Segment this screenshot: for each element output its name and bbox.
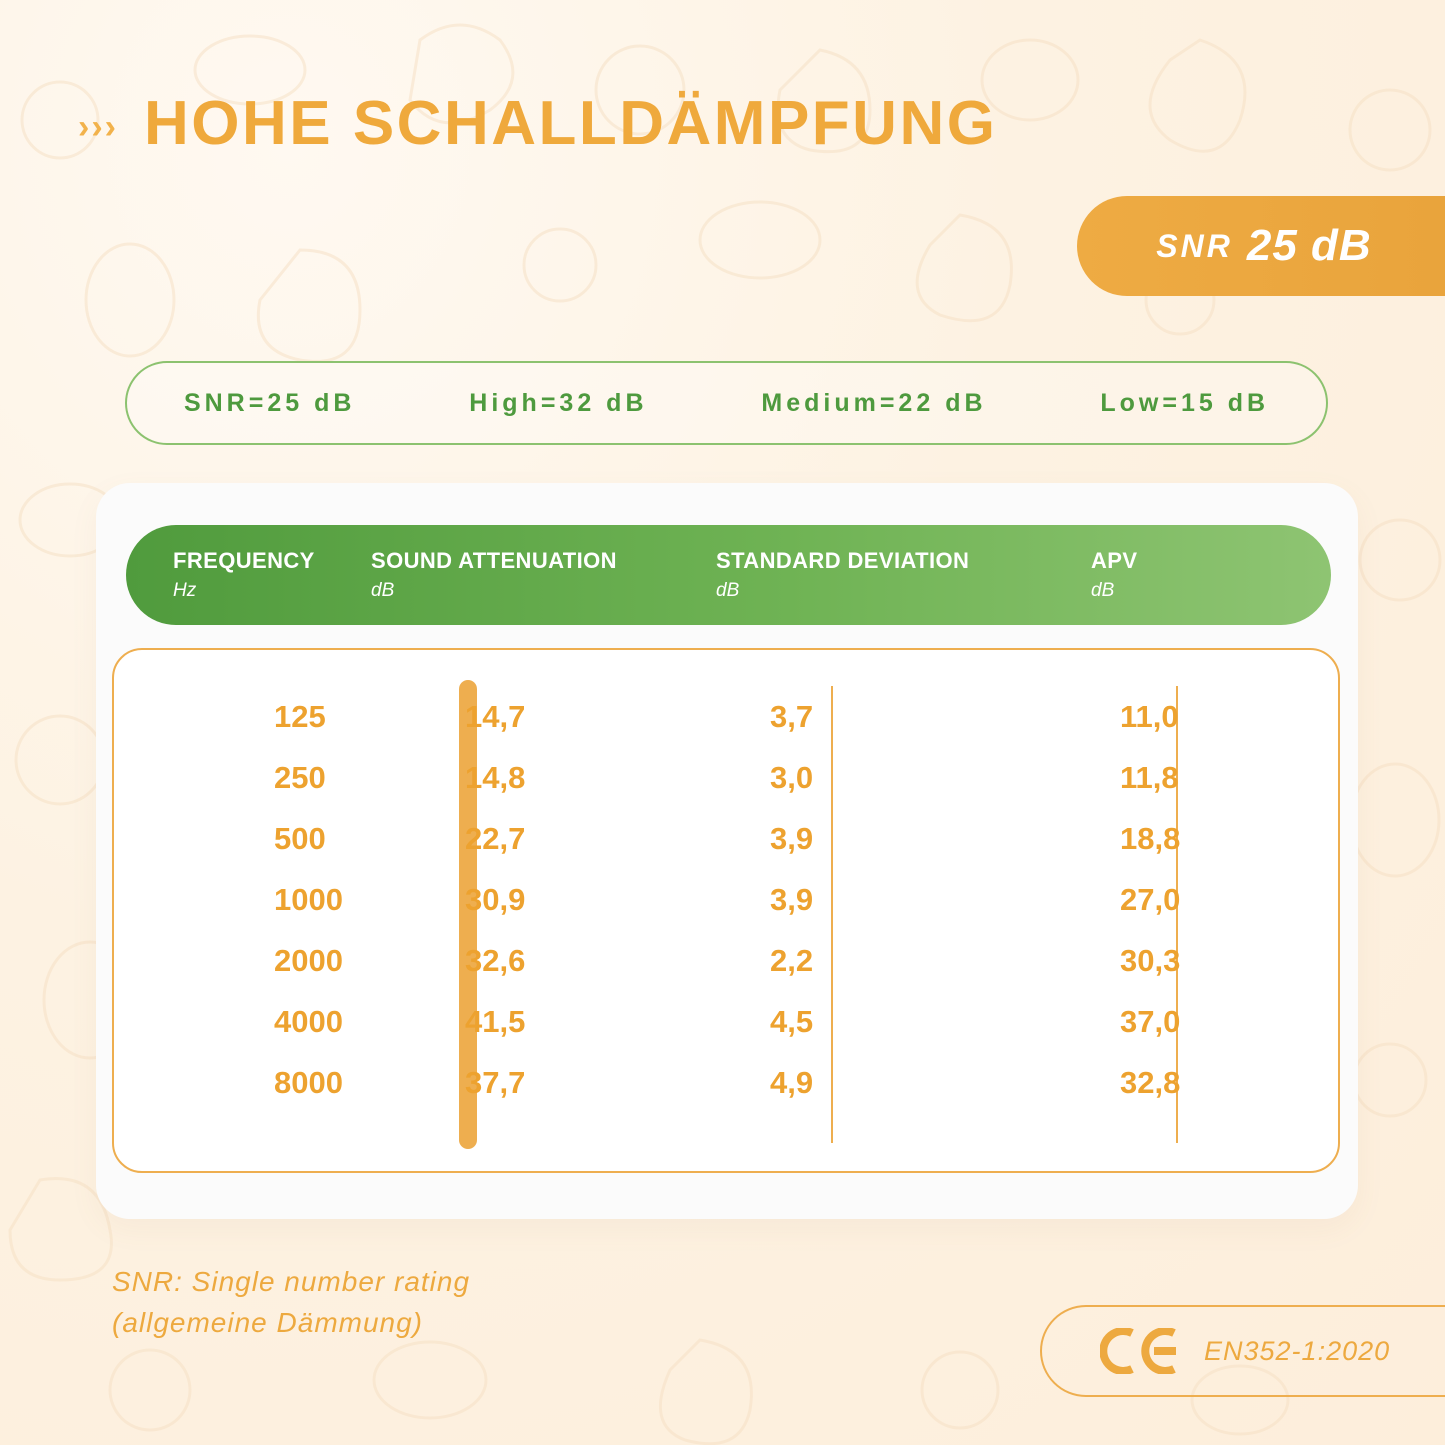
- cell-deviation: 4,5: [770, 1003, 814, 1039]
- rating-high: High=32 dB: [469, 388, 648, 417]
- column-title: FREQUENCY: [173, 548, 315, 573]
- cell-apv: 18,8: [1120, 820, 1181, 856]
- cell-frequency: 4000: [274, 1003, 343, 1039]
- column-unit: dB: [371, 580, 395, 601]
- column-title: STANDARD DEVIATION: [716, 548, 970, 573]
- cell-deviation: 4,9: [770, 1064, 814, 1100]
- table-row: [114, 686, 1338, 747]
- cell-attenuation: 41,5: [465, 1003, 526, 1039]
- cell-apv: 30,3: [1120, 942, 1181, 978]
- footnote-line-1: SNR: Single number rating: [112, 1266, 471, 1297]
- column-title: APV: [1091, 548, 1138, 573]
- cell-deviation: 3,9: [770, 881, 814, 917]
- cell-apv: 37,0: [1120, 1003, 1181, 1039]
- cell-attenuation: 22,7: [465, 820, 526, 856]
- cell-apv: 11,0: [1120, 698, 1179, 734]
- table-row: [114, 1052, 1338, 1113]
- table-row: [114, 991, 1338, 1052]
- cell-attenuation: 37,7: [465, 1064, 526, 1100]
- chevrons-icon: ›››: [78, 107, 118, 146]
- page-title: HOHE SCHALLDÄMPFUNG: [143, 89, 998, 158]
- cell-attenuation: 14,8: [465, 759, 526, 795]
- column-header-apv: [1091, 548, 1331, 602]
- cell-frequency: 1000: [274, 881, 343, 917]
- table-row: [114, 869, 1338, 930]
- table-row: [114, 808, 1338, 869]
- table-row: [114, 747, 1338, 808]
- cell-frequency: 125: [274, 698, 326, 734]
- cell-attenuation: 14,7: [465, 698, 526, 734]
- rating-snr: SNR=25 dB: [183, 388, 356, 417]
- rating-medium: Medium=22 dB: [761, 388, 987, 417]
- table-header-row: [126, 525, 1331, 625]
- cell-frequency: 500: [274, 820, 326, 856]
- table-body: [112, 648, 1340, 1173]
- column-unit: dB: [1091, 580, 1115, 601]
- snr-badge: [1077, 196, 1445, 296]
- ratings-summary-bar: [125, 361, 1328, 445]
- column-unit: Hz: [173, 580, 197, 601]
- cell-apv: 11,8: [1120, 759, 1179, 795]
- cell-frequency: 250: [274, 759, 326, 795]
- attenuation-table-card: [96, 483, 1358, 1219]
- cell-deviation: 3,7: [770, 698, 814, 734]
- table-row: [114, 930, 1338, 991]
- table-rows: [114, 650, 1338, 1113]
- cell-attenuation: 32,6: [465, 942, 526, 978]
- rating-low: Low=15 dB: [1100, 388, 1270, 417]
- column-title: SOUND ATTENUATION: [371, 548, 617, 573]
- cell-deviation: 3,9: [770, 820, 814, 856]
- cell-frequency: 8000: [274, 1064, 343, 1100]
- certification-standard: EN352-1:2020: [1204, 1335, 1391, 1366]
- cell-deviation: 3,0: [770, 759, 814, 795]
- snr-badge-value: 25 dB: [1246, 221, 1372, 270]
- column-unit: dB: [716, 580, 740, 601]
- ce-mark-icon: [1100, 1328, 1178, 1374]
- footnote: [112, 1262, 470, 1343]
- column-header-frequency: [126, 548, 371, 602]
- cell-deviation: 2,2: [770, 942, 814, 978]
- cell-frequency: 2000: [274, 942, 343, 978]
- column-header-standard-deviation: [716, 548, 1091, 602]
- page-header: [78, 88, 997, 159]
- cell-apv: 32,8: [1120, 1064, 1181, 1100]
- column-header-sound-attenuation: [371, 548, 716, 602]
- footnote-line-2: (allgemeine Dämmung): [112, 1306, 424, 1338]
- certification-badge: [1040, 1305, 1445, 1397]
- snr-badge-label: SNR: [1156, 227, 1233, 264]
- cell-attenuation: 30,9: [465, 881, 526, 917]
- cell-apv: 27,0: [1120, 881, 1181, 917]
